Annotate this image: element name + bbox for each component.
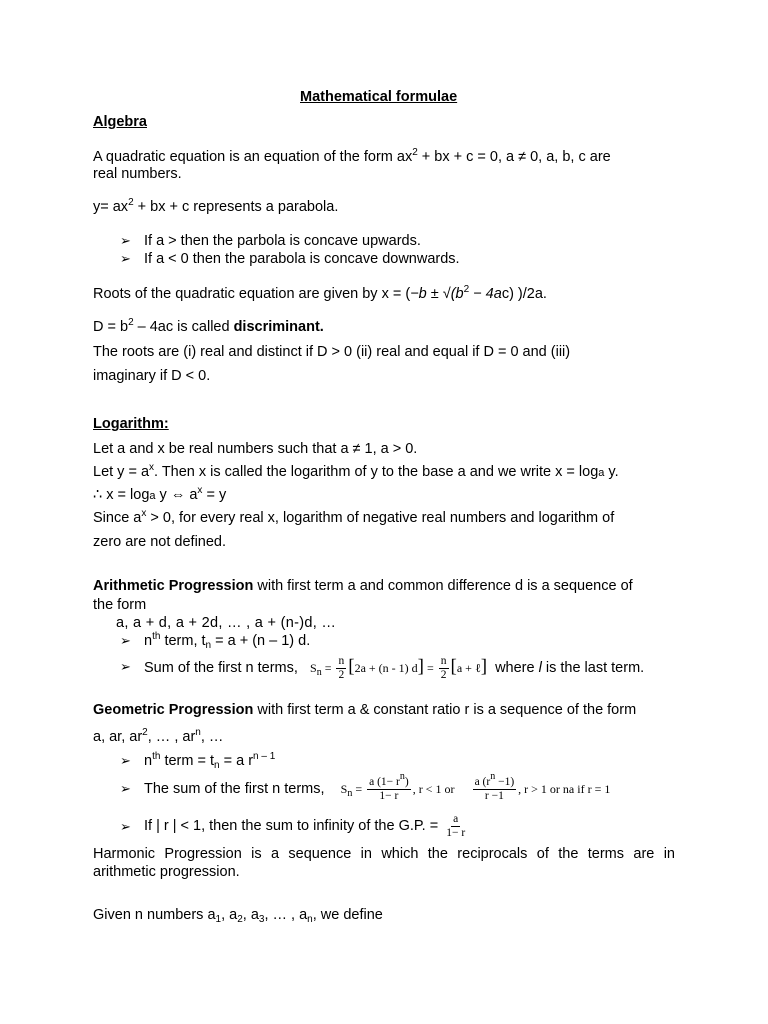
log-line-3: ∴ x = loga y ⇔ $a^x = y$ xyxy=(93,485,227,503)
bullet-arrow-icon: ➢ xyxy=(120,753,131,768)
quadratic-definition-cont: real numbers. xyxy=(93,166,182,182)
bullet-arrow-icon: ➢ xyxy=(120,781,131,796)
concave-up-bullet: If a > then the parbola is concave upwards. xyxy=(144,233,421,249)
roots-kind-line-2: imaginary if D < 0. xyxy=(93,368,211,384)
given-numbers: Given n numbers $a_1$, $a_2$, $a_3$, … , $a_n$, we define xyxy=(93,907,383,925)
ap-definition-cont: the form xyxy=(93,597,147,613)
bullet-arrow-icon: ➢ xyxy=(120,233,131,248)
log-line-5: zero are not defined. xyxy=(93,534,227,550)
discriminant-definition: $D = b^2 - 4ac$ is called discriminant. xyxy=(93,317,324,335)
ap-nth-term: $n^{th}$ term, $t_n = a + (n - 1)$ d. xyxy=(144,631,311,651)
gp-sequence: a, ar, $ar^2$, … , $ar^n$, … xyxy=(93,727,224,745)
ap-sum: Sum of the first n terms, $S_n$ = $\frac{n}{2}$ [2a + (n - 1) d] = $\frac{n}{2}$ [a + ℓ] where l is the last term. xyxy=(144,654,645,681)
gp-sum: The sum of the first n terms, $S_n$ = $\frac{a (1- r^n)}{1- r}$ , r < 1 or $\frac{a (r^n -1)}{r -1}$ , r > 1 or na if r = 1 xyxy=(144,770,611,802)
roots-kind-line-1: The roots are (i) real and distinct if D > 0 (ii) real and equal if D = 0 and (iii) xyxy=(93,344,571,360)
hp-definition-cont: arithmetic progression. xyxy=(93,864,240,880)
concave-down-bullet: If a < 0 then the parabola is concave downwards. xyxy=(144,251,460,267)
quadratic-definition: A quadratic equation is an equation of the form $ax^2$ + bx + c = 0, a ≠ 0, a, b, c are xyxy=(93,147,611,165)
page-title: Mathematical formulae xyxy=(300,89,458,105)
parabola-statement: $y= ax^2$ + bx + c represents a parabola. xyxy=(93,197,339,215)
gp-sum-infinity: If | r | < 1, then the sum to infinity of the G.P. = $\frac{a}{1- r}$ xyxy=(144,812,466,839)
ap-sequence: a, a + d, a + 2d, … , a + (n-)d, … xyxy=(116,615,337,631)
hp-definition: Harmonic Progression is a sequence in which the reciprocals of the terms are in xyxy=(93,846,675,862)
ap-definition: Arithmetic Progression with first term a and common difference d is a sequence of xyxy=(93,578,633,594)
roots-formula: Roots of the quadratic equation are given by $x = (-b \pm √(b^2 - 4ac)$ )/2a. xyxy=(93,284,547,302)
log-line-1: Let a and x be real numbers such that a ≠ 1, a > 0. xyxy=(93,441,418,457)
bullet-arrow-icon: ➢ xyxy=(120,251,131,266)
log-line-4: Since $a^x > 0$, for every real x, logarithm of negative real numbers and logarithm of xyxy=(93,508,615,526)
log-line-2: Let $y = a^x$. Then x is called the logarithm of y to the base a and we write x = loga y. xyxy=(93,462,619,480)
gp-definition: Geometric Progression with first term a & constant ratio r is a sequence of the form xyxy=(93,702,637,718)
algebra-heading: Algebra xyxy=(93,114,147,130)
bullet-arrow-icon: ➢ xyxy=(120,633,131,648)
bullet-arrow-icon: ➢ xyxy=(120,819,131,834)
gp-nth-term: $n^{th}$ term = $t_n = a$ $r^{n - 1}$ xyxy=(144,751,276,771)
logarithm-heading: Logarithm: xyxy=(93,416,169,432)
therefore-icon: ∴ xyxy=(93,487,103,503)
bullet-arrow-icon: ➢ xyxy=(120,659,131,674)
